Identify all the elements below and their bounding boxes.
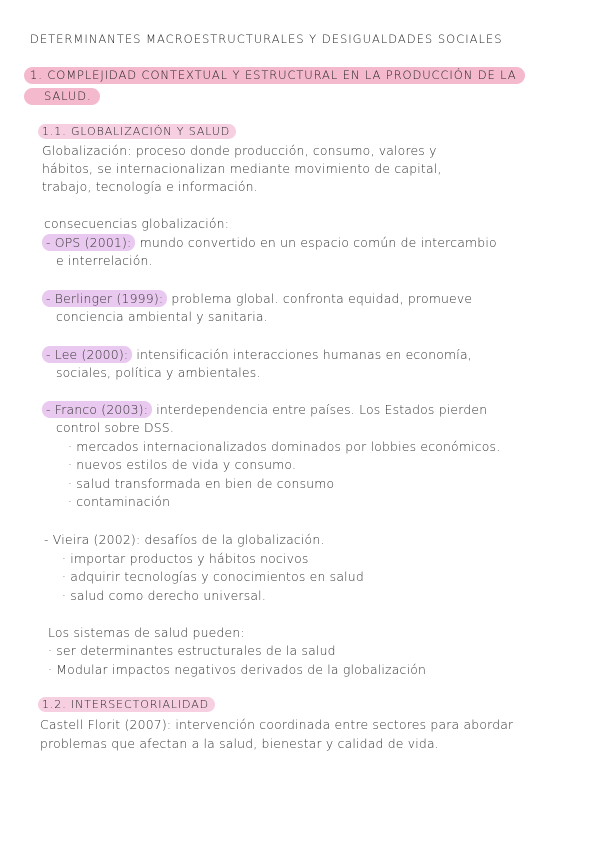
intersectoriality-line-2: problemas que afectan a la salud, bienestar y calidad de vida. bbox=[40, 736, 439, 751]
subsection-1-2-heading bbox=[38, 698, 215, 711]
franco-bullet: · mercados internacionalizados dominados por lobbies económicos. bbox=[68, 439, 501, 454]
vieira-entry: - Vieira (2002): desafíos de la globalización. bbox=[44, 532, 325, 547]
vieira-bullet: · importar productos y hábitos nocivos bbox=[62, 551, 309, 566]
franco-text-1: interdependencia entre países. Los Estados pierden bbox=[156, 402, 488, 417]
ops-entry-line-2: e interrelación. bbox=[56, 253, 153, 268]
globalization-definition-line-1: Globalización: proceso donde producción, consumo, valores y bbox=[42, 143, 437, 158]
intersectoriality-line-1: Castell Florit (2007): intervención coordinada entre sectores para abordar bbox=[40, 717, 514, 732]
consequences-label: consecuencias globalización: bbox=[44, 216, 230, 231]
subsection-1-1-heading-text: 1.1. GLOBALIZACIÓN Y SALUD bbox=[38, 124, 236, 139]
page-title: DETERMINANTES MACROESTRUCTURALES Y DESIGUALDADES SOCIALES bbox=[30, 32, 503, 46]
berlinger-text-1: problema global. confronta equidad, promueve bbox=[171, 291, 473, 306]
lee-tag: - Lee (2000): bbox=[42, 346, 132, 363]
globalization-definition-line-3: trabajo, tecnología e información. bbox=[42, 179, 258, 194]
ops-tag: - OPS (2001): bbox=[42, 234, 135, 251]
franco-entry-line-1 bbox=[42, 402, 487, 417]
lee-entry-line-1 bbox=[42, 347, 472, 362]
franco-tag: - Franco (2003): bbox=[42, 401, 152, 418]
franco-bullet: · nuevos estilos de vida y consumo. bbox=[68, 457, 297, 472]
franco-bullet: · salud transformada en bien de consumo bbox=[68, 476, 335, 491]
vieira-bullet: · salud como derecho universal. bbox=[62, 588, 266, 603]
berlinger-tag: - Berlinger (1999): bbox=[42, 290, 167, 307]
globalization-definition-line-2: hábitos, se internacionalizan mediante movimiento de capital, bbox=[42, 161, 442, 176]
health-systems-bullet: · ser determinantes estructurales de la salud bbox=[48, 643, 336, 658]
franco-entry-line-2: control sobre DSS. bbox=[56, 420, 174, 435]
section-1-heading-cont bbox=[24, 89, 100, 103]
vieira-bullet: · adquirir tecnologías y conocimientos en salud bbox=[62, 569, 364, 584]
lee-entry-line-2: sociales, política y ambientales. bbox=[56, 365, 261, 380]
ops-text-1: mundo convertido en un espacio común de intercambio bbox=[139, 235, 497, 250]
berlinger-entry-line-1 bbox=[42, 291, 472, 306]
section-1-heading-line1: 1. COMPLEJIDAD CONTEXTUAL Y ESTRUCTURAL EN LA PRODUCCIÓN DE LA bbox=[24, 67, 525, 84]
section-1-heading bbox=[24, 68, 525, 82]
health-systems-bullet: · Modular impactos negativos derivados de la globalización bbox=[48, 662, 427, 677]
ops-entry-line-1 bbox=[42, 235, 497, 250]
subsection-1-2-heading-text: 1.2. INTERSECTORIALIDAD bbox=[38, 697, 215, 712]
section-1-heading-line2: SALUD. bbox=[24, 88, 100, 105]
berlinger-entry-line-2: conciencia ambiental y sanitaria. bbox=[56, 309, 268, 324]
lee-text-1: intensificación interacciones humanas en economía, bbox=[136, 347, 472, 362]
subsection-1-1-heading bbox=[38, 125, 236, 138]
franco-bullet: · contaminación bbox=[68, 494, 171, 509]
health-systems-label: Los sistemas de salud pueden: bbox=[48, 625, 245, 640]
